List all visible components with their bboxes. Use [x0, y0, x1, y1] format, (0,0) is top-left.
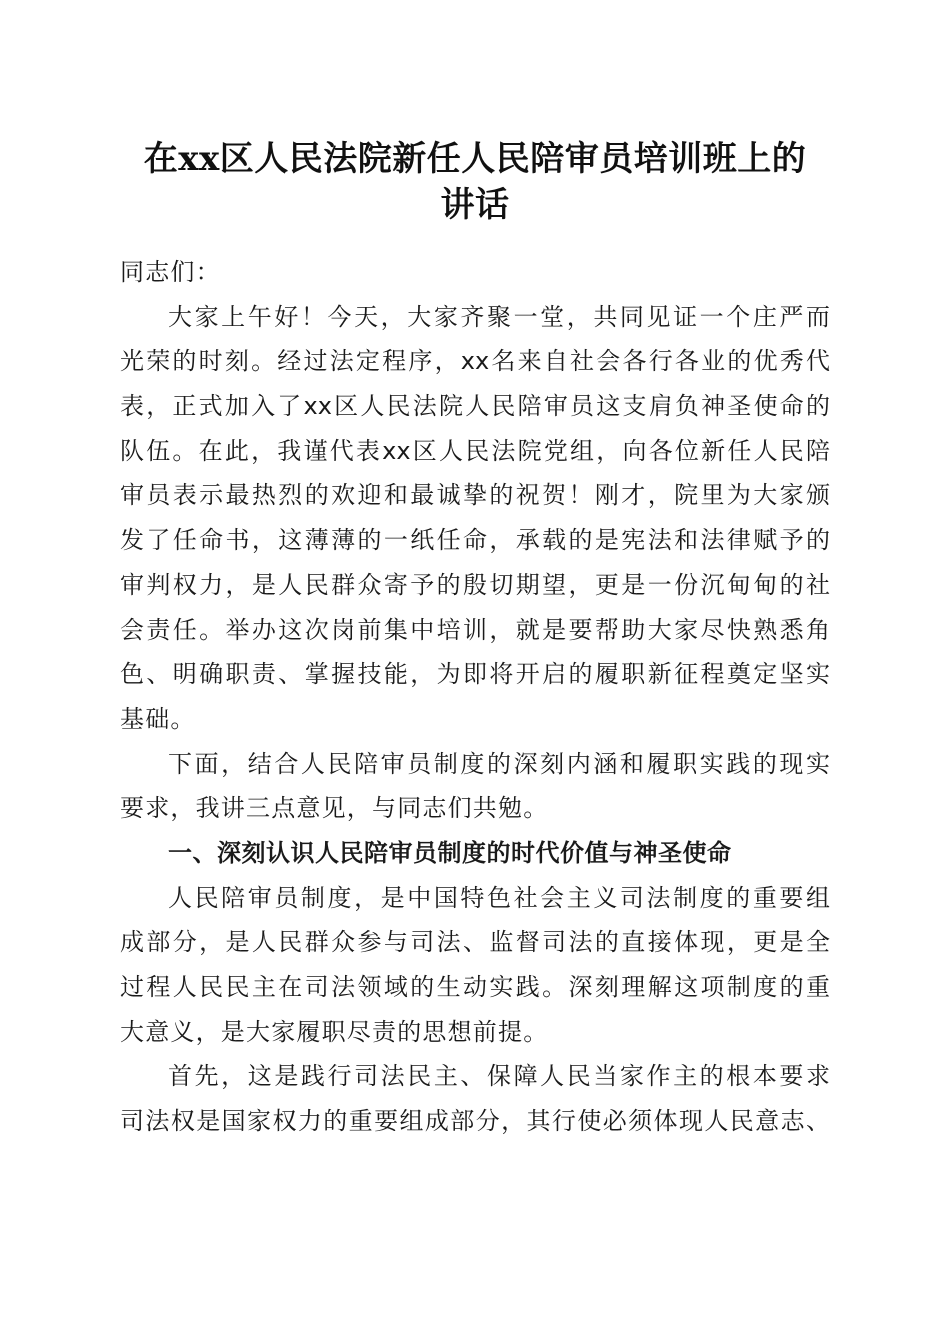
paragraph-line: 下面，结合人民陪审员制度的深刻内涵和履职实践的现实	[168, 749, 830, 778]
section-heading-1: 一、深刻认识人民陪审员制度的时代价值与神圣使命	[168, 838, 732, 867]
title-line-1: 在xx区人民法院新任人民陪审员培训班上的	[143, 139, 807, 179]
paragraph-line: 审判权力，是人民群众寄予的殷切期望，更是一份沉甸甸的社	[120, 570, 830, 599]
document-title	[120, 136, 830, 228]
paragraph-line: 色、明确职责、掌握技能，为即将开启的履职新征程奠定坚实	[120, 660, 830, 689]
paragraph-system-intro	[120, 876, 830, 1055]
paragraph-line: 过程人民民主在司法领域的生动实践。深刻理解这项制度的重	[120, 973, 830, 1001]
paragraph-line: 首先，这是践行司法民主、保障人民当家作主的根本要求	[168, 1062, 830, 1091]
paragraph-line: 会责任。举办这次岗前集中培训，就是要帮助大家尽快熟悉角	[120, 615, 830, 644]
paragraph-line: 发了任命书，这薄薄的一纸任命，承载的是宪法和法律赋予的	[120, 526, 830, 555]
paragraph-line: 基础。	[120, 704, 196, 733]
paragraph-line: 队伍。在此，我谨代表xx区人民法院党组，向各位新任人民陪	[120, 436, 830, 465]
paragraph-line: 大意义，是大家履职尽责的思想前提。	[120, 1017, 549, 1046]
title-line-2: 讲话	[440, 185, 510, 225]
paragraph-line: 要求，我讲三点意见，与同志们共勉。	[120, 794, 549, 823]
paragraph-line: 大家上午好！今天，大家齐聚一堂，共同见证一个庄严而	[168, 302, 830, 331]
paragraph-line: 审员表示最热烈的欢迎和最诚挚的祝贺！刚才，院里为大家颁	[120, 481, 830, 510]
document-body	[120, 250, 830, 1144]
paragraph-first-point	[120, 1054, 830, 1143]
paragraph-line: 人民陪审员制度，是中国特色社会主义司法制度的重要组	[168, 883, 830, 912]
paragraph-opening	[120, 295, 830, 742]
paragraph-line: 司法权是国家权力的重要组成部分，其行使必须体现人民意志、	[120, 1107, 830, 1136]
salutation: 同志们：	[120, 258, 221, 286]
paragraph-line: 光荣的时刻。经过法定程序，xx名来自社会各行各业的优秀代	[120, 347, 830, 376]
paragraph-line: 表，正式加入了xx区人民法院人民陪审员这支肩负神圣使命的	[120, 392, 830, 421]
paragraph-outline	[120, 742, 830, 831]
paragraph-line: 成部分，是人民群众参与司法、监督司法的直接体现，更是全	[120, 928, 830, 957]
